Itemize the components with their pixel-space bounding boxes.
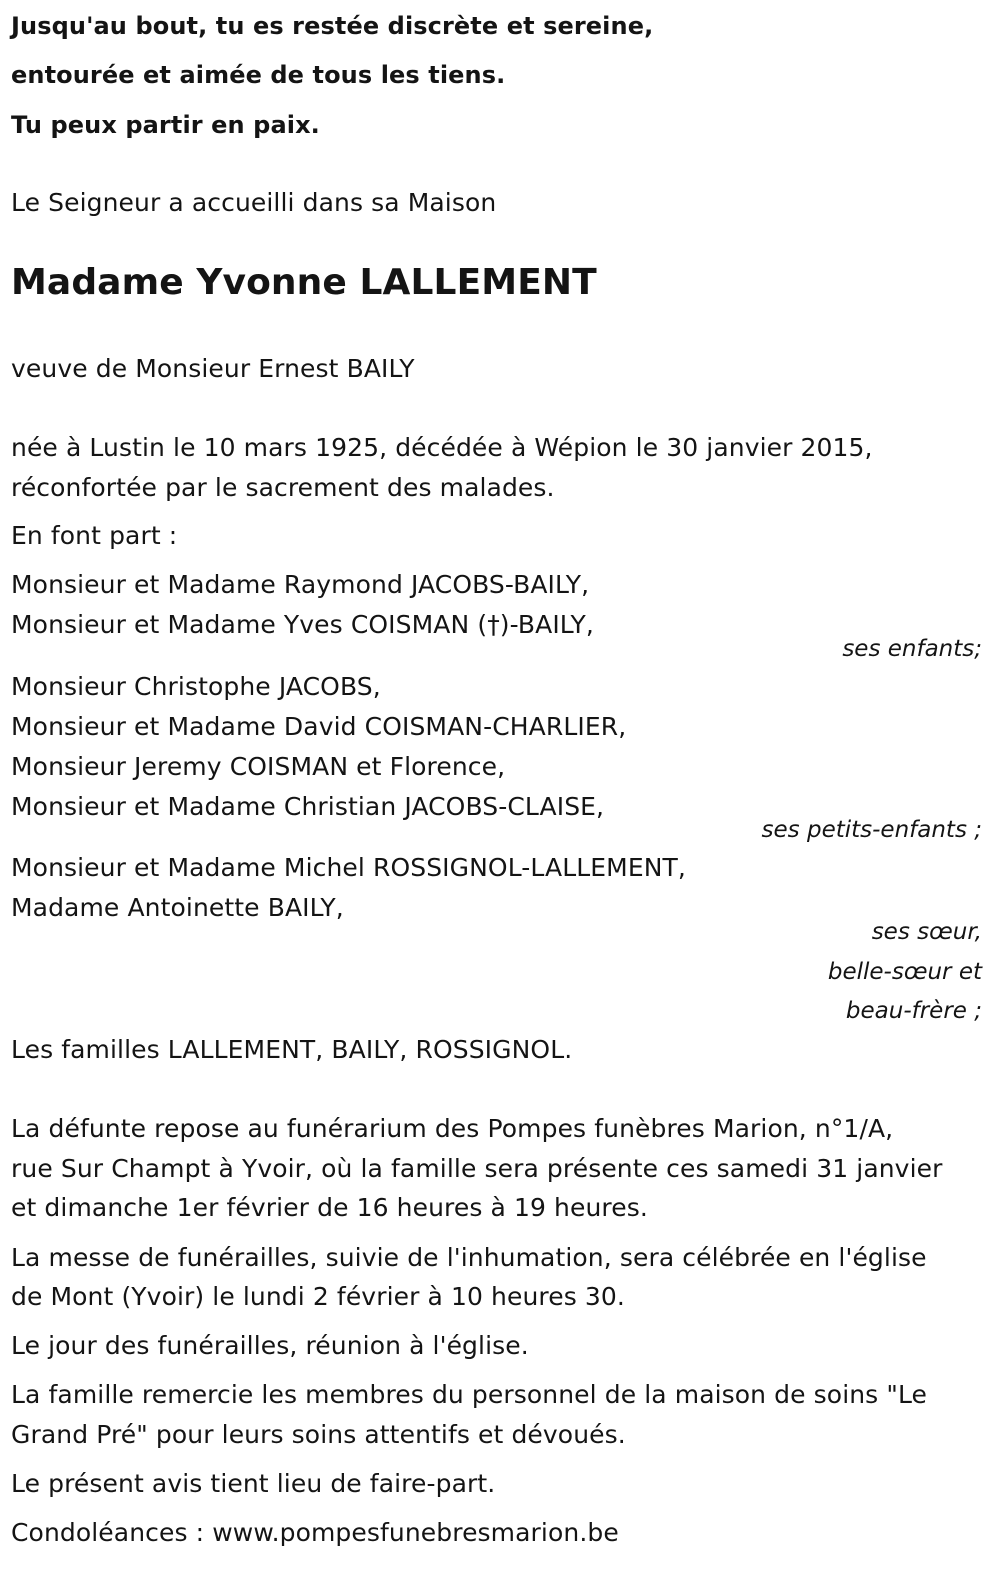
en-font-part: En font part : <box>11 521 178 550</box>
siblings-relation-line-1: ses sœur, <box>871 919 982 945</box>
siblings-relation-line-2: belle-sœur et <box>827 959 982 985</box>
birth-death-line-2: réconfortée par le sacrement des malades. <box>11 473 555 502</box>
announcement: Le Seigneur a accueilli dans sa Maison <box>11 188 497 217</box>
intro-poem-line-2: entourée et aimée de tous les tiens. <box>11 61 506 89</box>
children-relation: ses enfants; <box>842 636 982 662</box>
children-name-2: Monsieur et Madame Yves COISMAN (†)-BAILY, <box>11 610 594 639</box>
siblings-relation-line-3: beau-frère ; <box>845 998 982 1024</box>
grandchildren-relation: ses petits-enfants ; <box>761 817 982 843</box>
grandchild-name-4: Monsieur et Madame Christian JACOBS-CLAISE, <box>11 792 605 821</box>
birth-death-line-1: née à Lustin le 10 mars 1925, décédée à Wépion le 30 janvier 2015, <box>11 433 873 462</box>
visitation-line-2: rue Sur Champt à Yvoir, où la famille sera présente ces samedi 31 janvier <box>11 1154 943 1183</box>
mass-line-2: de Mont (Yvoir) le lundi 2 février à 10 heures 30. <box>11 1282 625 1311</box>
visitation-line-3: et dimanche 1er février de 16 heures à 19 heures. <box>11 1193 648 1222</box>
condolences: Condoléances : www.pompesfunebresmarion.be <box>11 1518 619 1547</box>
thanks-line-2: Grand Pré" pour leurs soins attentifs et dévoués. <box>11 1420 626 1449</box>
visitation-line-1: La défunte repose au funérarium des Pompes funèbres Marion, n°1/A, <box>11 1114 894 1143</box>
children-name-1: Monsieur et Madame Raymond JACOBS-BAILY, <box>11 570 590 599</box>
widow-of: veuve de Monsieur Ernest BAILY <box>11 354 415 383</box>
meeting: Le jour des funérailles, réunion à l'église. <box>11 1331 529 1360</box>
families: Les familles LALLEMENT, BAILY, ROSSIGNOL. <box>11 1035 573 1064</box>
thanks-line-1: La famille remercie les membres du personnel de la maison de soins "Le <box>11 1380 928 1409</box>
notice: Le présent avis tient lieu de faire-part. <box>11 1469 496 1498</box>
grandchild-name-3: Monsieur Jeremy COISMAN et Florence, <box>11 752 506 781</box>
mass-line-1: La messe de funérailles, suivie de l'inhumation, sera célébrée en l'église <box>11 1243 927 1272</box>
grandchild-name-2: Monsieur et Madame David COISMAN-CHARLIER, <box>11 712 627 741</box>
intro-poem-line-3: Tu peux partir en paix. <box>11 111 320 139</box>
intro-poem-line-1: Jusqu'au bout, tu es restée discrète et sereine, <box>11 12 654 40</box>
sibling-name-1: Monsieur et Madame Michel ROSSIGNOL-LALLEMENT, <box>11 853 686 882</box>
sibling-name-2: Madame Antoinette BAILY, <box>11 893 344 922</box>
deceased-name: Madame Yvonne LALLEMENT <box>11 262 597 303</box>
grandchild-name-1: Monsieur Christophe JACOBS, <box>11 672 381 701</box>
